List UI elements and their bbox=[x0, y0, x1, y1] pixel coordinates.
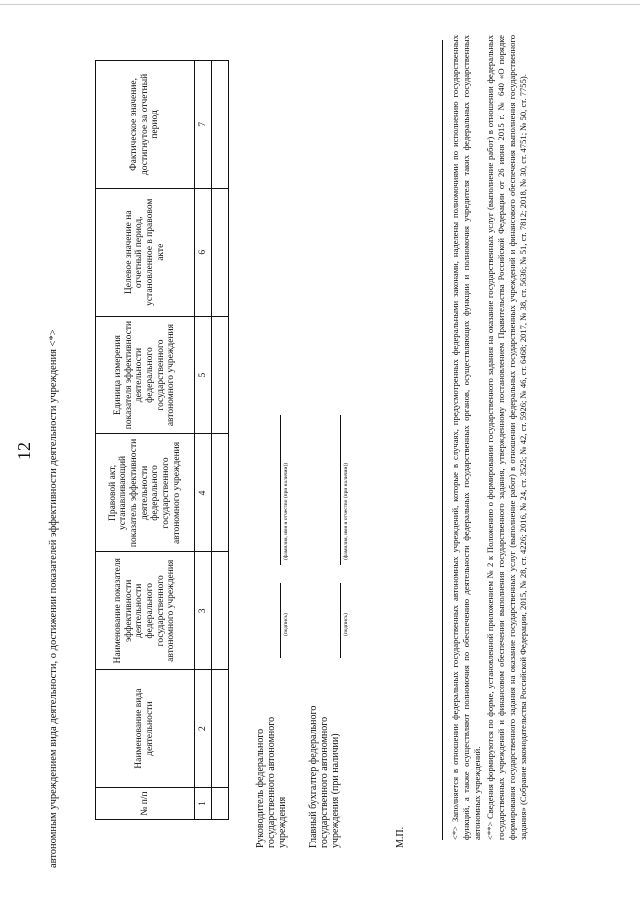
accountant-signature-line bbox=[340, 583, 341, 658]
table-cell bbox=[212, 61, 229, 189]
table-cell bbox=[212, 434, 229, 552]
accountant-name-caption: (фамилия, имя и отчество (при наличии)) bbox=[343, 462, 349, 560]
footnote-1: <*> Заполняется в отношении федеральных государственных автономных учреждений, которые в случаях, предусмотренных федеральными законами, наделены полномочиями по исполнению государственных функций, а также осуществляют полномочия по обеспечению деятельности федеральных государственных органов, осуществляющих функции и полномочия учредителя таких федеральных государственных автономных учреждений. bbox=[450, 35, 482, 840]
table-header-row bbox=[96, 61, 195, 820]
table-cell bbox=[212, 670, 229, 788]
header-activity-type: Наименование вида деятельности bbox=[96, 670, 195, 788]
footnotes bbox=[450, 35, 531, 840]
header-number: № п/п bbox=[96, 788, 195, 820]
header-actual-value: Фактическое значение, достигнутое за отчетный период bbox=[96, 61, 195, 189]
column-number: 6 bbox=[195, 188, 212, 316]
indicators-table bbox=[95, 60, 229, 820]
footnote-2: <**> Сведения формируются по форме, установленной приложением № 2 к Положению о формировании государственного задания на оказание государственных услуг (выполнение работ) в отношении федеральных государственных учреждений и финансовом обеспечении выполнения государственного задания, утвержденному постановлением Правительства Российской Федерации от 26 июня 2015 г. № 640 «О порядке формирования государственного задания на оказание государственных услуг (выполнение работ) в отношении федеральных государственных учреждений и финансового обеспечения выполнения государственного задания» (Собрание законодательства Российской Федерации, 2015, № 28, ст. 4226; 2016, № 24, ст. 3525; № 42, ст. 5926; № 46, ст. 6468; 2017, № 38, ст. 5636; № 51, ст. 7812; 2018, № 30, ст. 4751; № 50, ст. 7755). bbox=[485, 35, 528, 840]
column-number-row bbox=[195, 61, 212, 820]
head-name-caption: (фамилия, имя и отчество (при наличии)) bbox=[283, 462, 289, 560]
accountant-label: Главный бухгалтер федерального государственного автономного учреждения (при наличии) bbox=[308, 705, 342, 848]
table-heading: автономным учреждением вида деятельности, о достижении показателей эффективности деятельности учреждения <*> bbox=[48, 329, 59, 868]
table-cell bbox=[212, 316, 229, 434]
head-signature-caption: (подпись) bbox=[283, 613, 289, 636]
head-name-line bbox=[280, 415, 281, 565]
head-label: Руководитель федерального государственного автономного учреждения bbox=[255, 716, 289, 848]
stamp-place: М.П. bbox=[395, 826, 406, 848]
accountant-name-line bbox=[340, 415, 341, 565]
page-number: 12 bbox=[14, 442, 34, 460]
head-signature-line bbox=[280, 583, 281, 658]
table-cell bbox=[212, 552, 229, 670]
rotated-page bbox=[0, 20, 610, 880]
header-target-value: Целевое значение на отчетный период, установленное в правовом акте bbox=[96, 188, 195, 316]
column-number: 2 bbox=[195, 670, 212, 788]
header-unit: Единица измерения показателя эффективности деятельности федерального государственного автономного учреждения bbox=[96, 316, 195, 434]
column-number: 1 bbox=[195, 788, 212, 820]
table-cell bbox=[212, 188, 229, 316]
footnote-separator bbox=[442, 40, 443, 840]
column-number: 3 bbox=[195, 552, 212, 670]
table-cell bbox=[212, 788, 229, 820]
accountant-signature-caption: (подпись) bbox=[343, 613, 349, 636]
column-number: 7 bbox=[195, 61, 212, 189]
column-number: 5 bbox=[195, 316, 212, 434]
header-indicator-name: Наименование показателя эффективности деятельности федерального государственного автономного учреждения bbox=[96, 552, 195, 670]
column-number: 4 bbox=[195, 434, 212, 552]
accountant-signature-block bbox=[308, 688, 342, 848]
head-signature-block bbox=[255, 688, 289, 848]
table-row bbox=[212, 61, 229, 820]
scan-edge-top bbox=[0, 4, 640, 5]
header-legal-act: Правовой акт, устанавливающий показатель эффективности деятельности федерального государственного автономного учреждения bbox=[96, 434, 195, 552]
